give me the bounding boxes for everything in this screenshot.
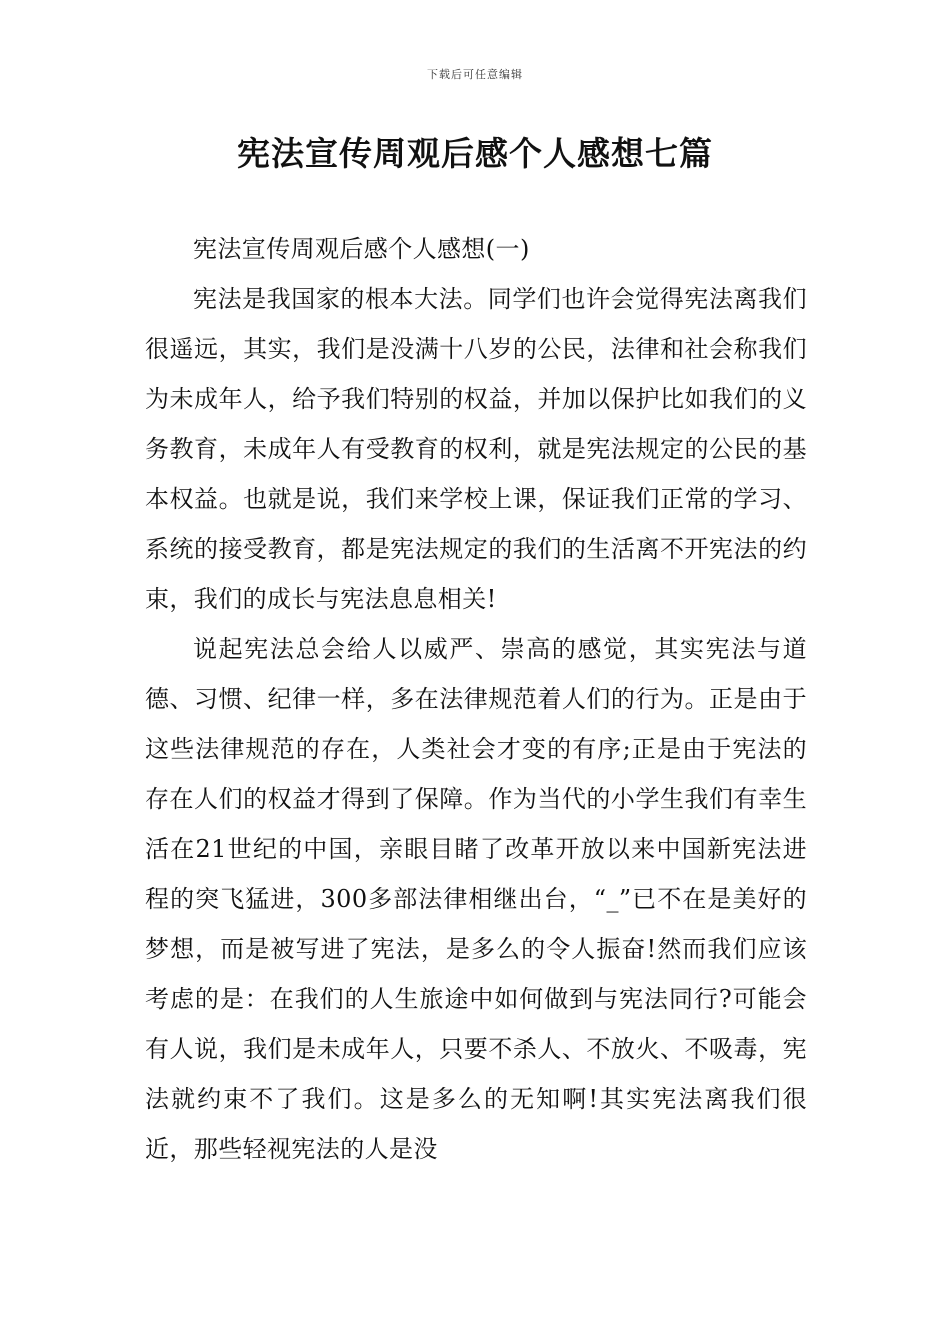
paragraph-1: 宪法是我国家的根本大法。同学们也许会觉得宪法离我们很遥远，其实，我们是没满十八岁的公民，法律和社会称我们为未成年人，给予我们特别的权益，并加以保护比如我们的义务教育，未成年人有受教育的权利，就是宪法规定的公民的基本权益。也就是说，我们来学校上课，保证我们正常的学习、系统的接受教育，都是宪法规定的我们的生活离不开宪法的约束，我们的成长与宪法息息相关! <box>145 285 807 613</box>
header-note: 下载后可任意编辑 <box>427 68 523 81</box>
paragraph-2: 说起宪法总会给人以威严、崇高的感觉，其实宪法与道德、习惯、纪律一样，多在法律规范着人们的行为。正是由于这些法律规范的存在，人类社会才变的有序;正是由于宪法的存在人们的权益才得到了保障。作为当代的小学生我们有幸生活在21世纪的中国，亲眼目睹了改革开放以来中国新宪法进程的突飞猛进，300多部法律相继出台，“_”已不在是美好的梦想，而是被写进了宪法，是多么的令人振奋!然而我们应该考虑的是：在我们的人生旅途中如何做到与宪法同行?可能会有人说，我们是未成年人，只要不杀人、不放火、不吸毒，宪法就约束不了我们。这是多么的无知啊!其实宪法离我们很近，那些轻视宪法的人是没 <box>145 635 807 1163</box>
section-heading: 宪法宣传周观后感个人感想(一) <box>193 235 530 263</box>
document-body <box>145 224 807 1174</box>
document-title: 宪法宣传周观后感个人感想七篇 <box>237 134 713 173</box>
